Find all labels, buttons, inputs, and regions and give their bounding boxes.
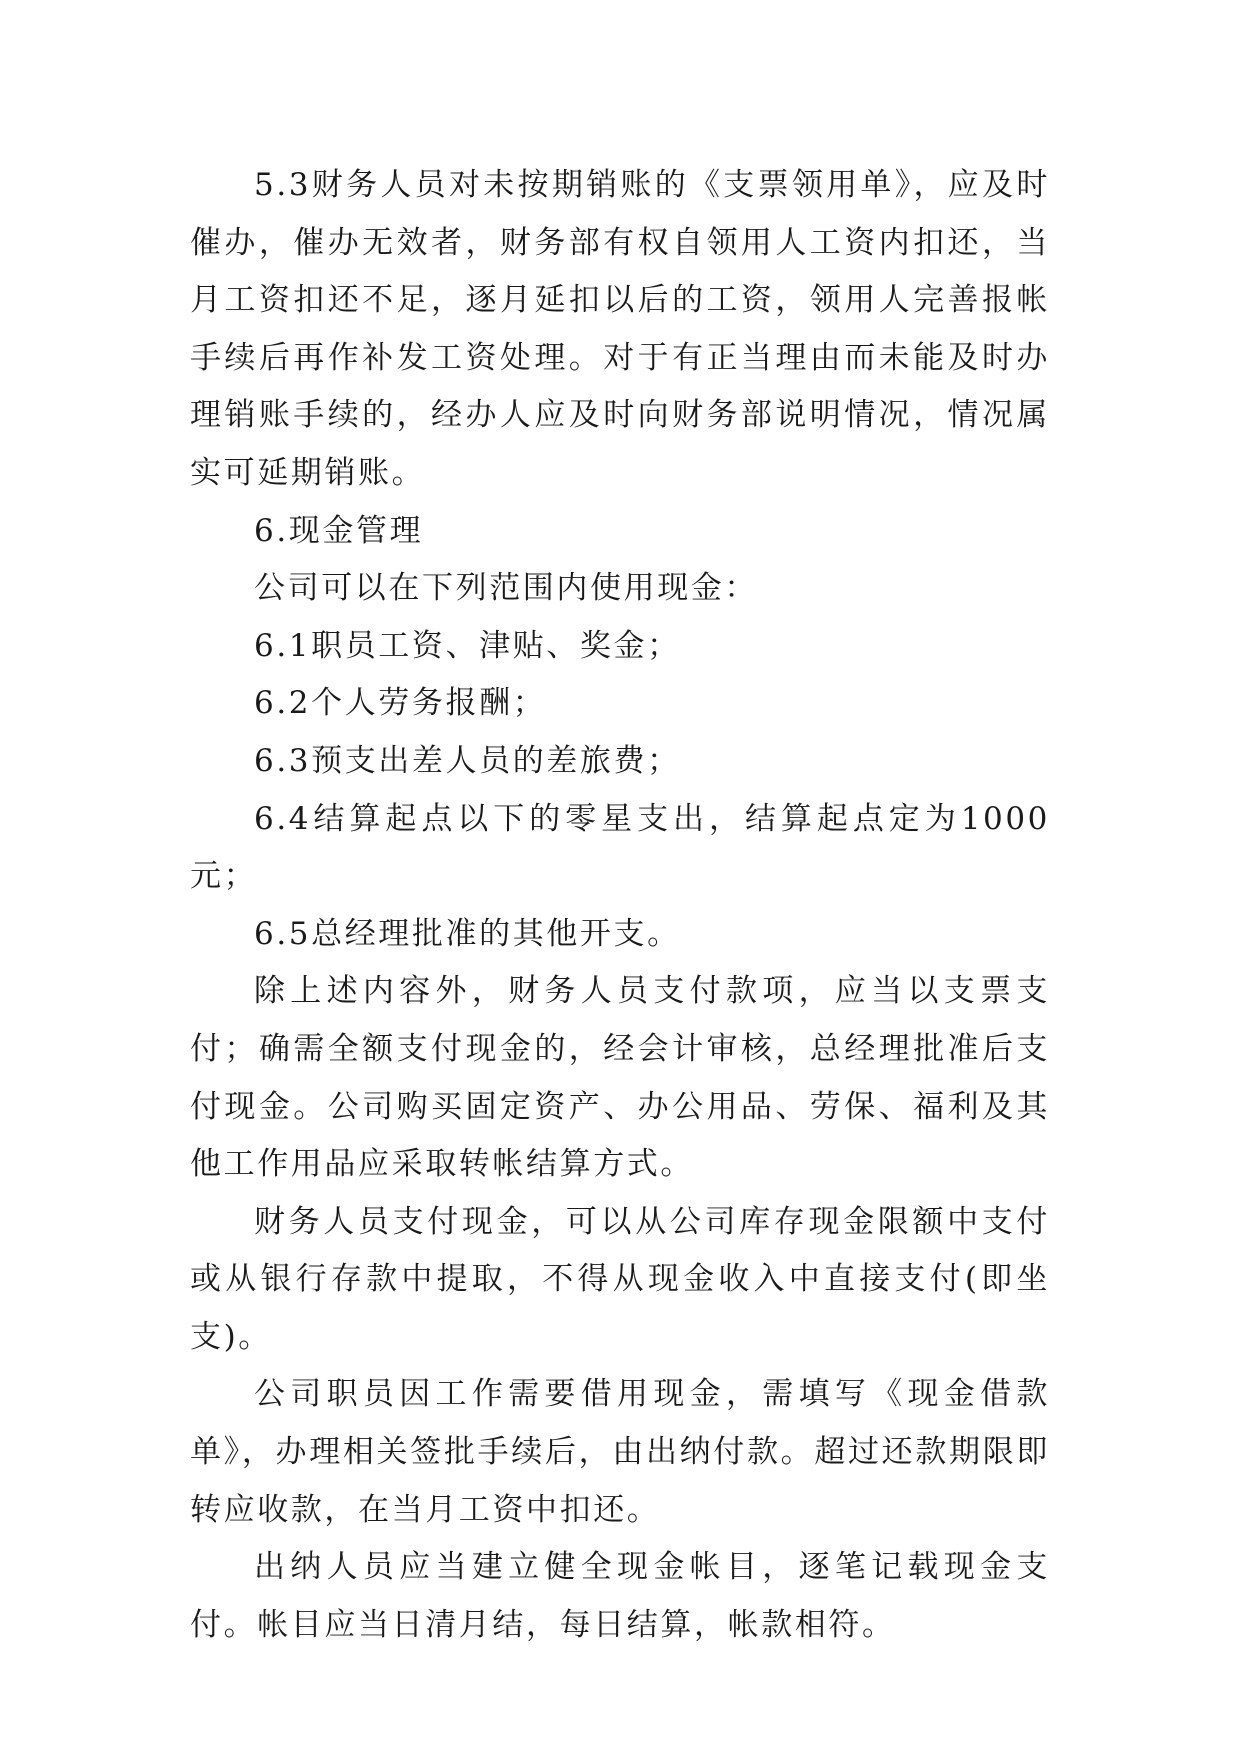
paragraph-cash-source: 财务人员支付现金，可以从公司库存现金限额中支付或从银行存款中提取，不得从现金收入中直接支付(即坐支)。 [190,1203,1050,1355]
list-item-6-5: 6.5总经理批准的其他开支。 [254,915,681,952]
paragraph-cash-loan: 公司职员因工作需要借用现金，需填写《现金借款单》，办理相关签批手续后，由出纳付款。超过还款期限即转应收款，在当月工资中扣还。 [190,1376,1050,1528]
list-item-6-4: 6.4结算起点以下的零星支出，结算起点定为1000元； [190,800,1050,895]
paragraph-cash-ledger: 出纳人员应当建立健全现金帐目，逐笔记载现金支付。帐目应当日清月结，每日结算，帐款相符。 [190,1549,1050,1643]
document-body [190,157,1050,1654]
list-item-6-2: 6.2个人劳务报酬； [254,685,547,722]
heading-6-cash-management: 6.现金管理 [254,512,424,549]
paragraph-payment-method: 除上述内容外，财务人员支付款项，应当以支票支付；确需全额支付现金的，经会计审核，总经理批准后支付现金。公司购买固定资产、办公用品、劳保、福利及其他工作用品应采取转帐结算方式。 [190,973,1050,1183]
list-item-6-1: 6.1职员工资、津贴、奖金； [254,627,681,664]
paragraph-cash-scope-intro: 公司可以在下列范围内使用现金： [254,570,758,607]
list-item-6-3: 6.3预支出差人员的差旅费； [254,742,681,779]
paragraph-5-3-cheque-writeoff: 5.3财务人员对未按期销账的《支票领用单》，应及时催办，催办无效者，财务部有权自领用人工资内扣还，当月工资扣还不足，逐月延扣以后的工资，领用人完善报帐手续后再作补发工资处理。对于有正当理由而未能及时办理销账手续的，经办人应及时向财务部说明情况，情况属实可延期销账。 [190,167,1050,491]
